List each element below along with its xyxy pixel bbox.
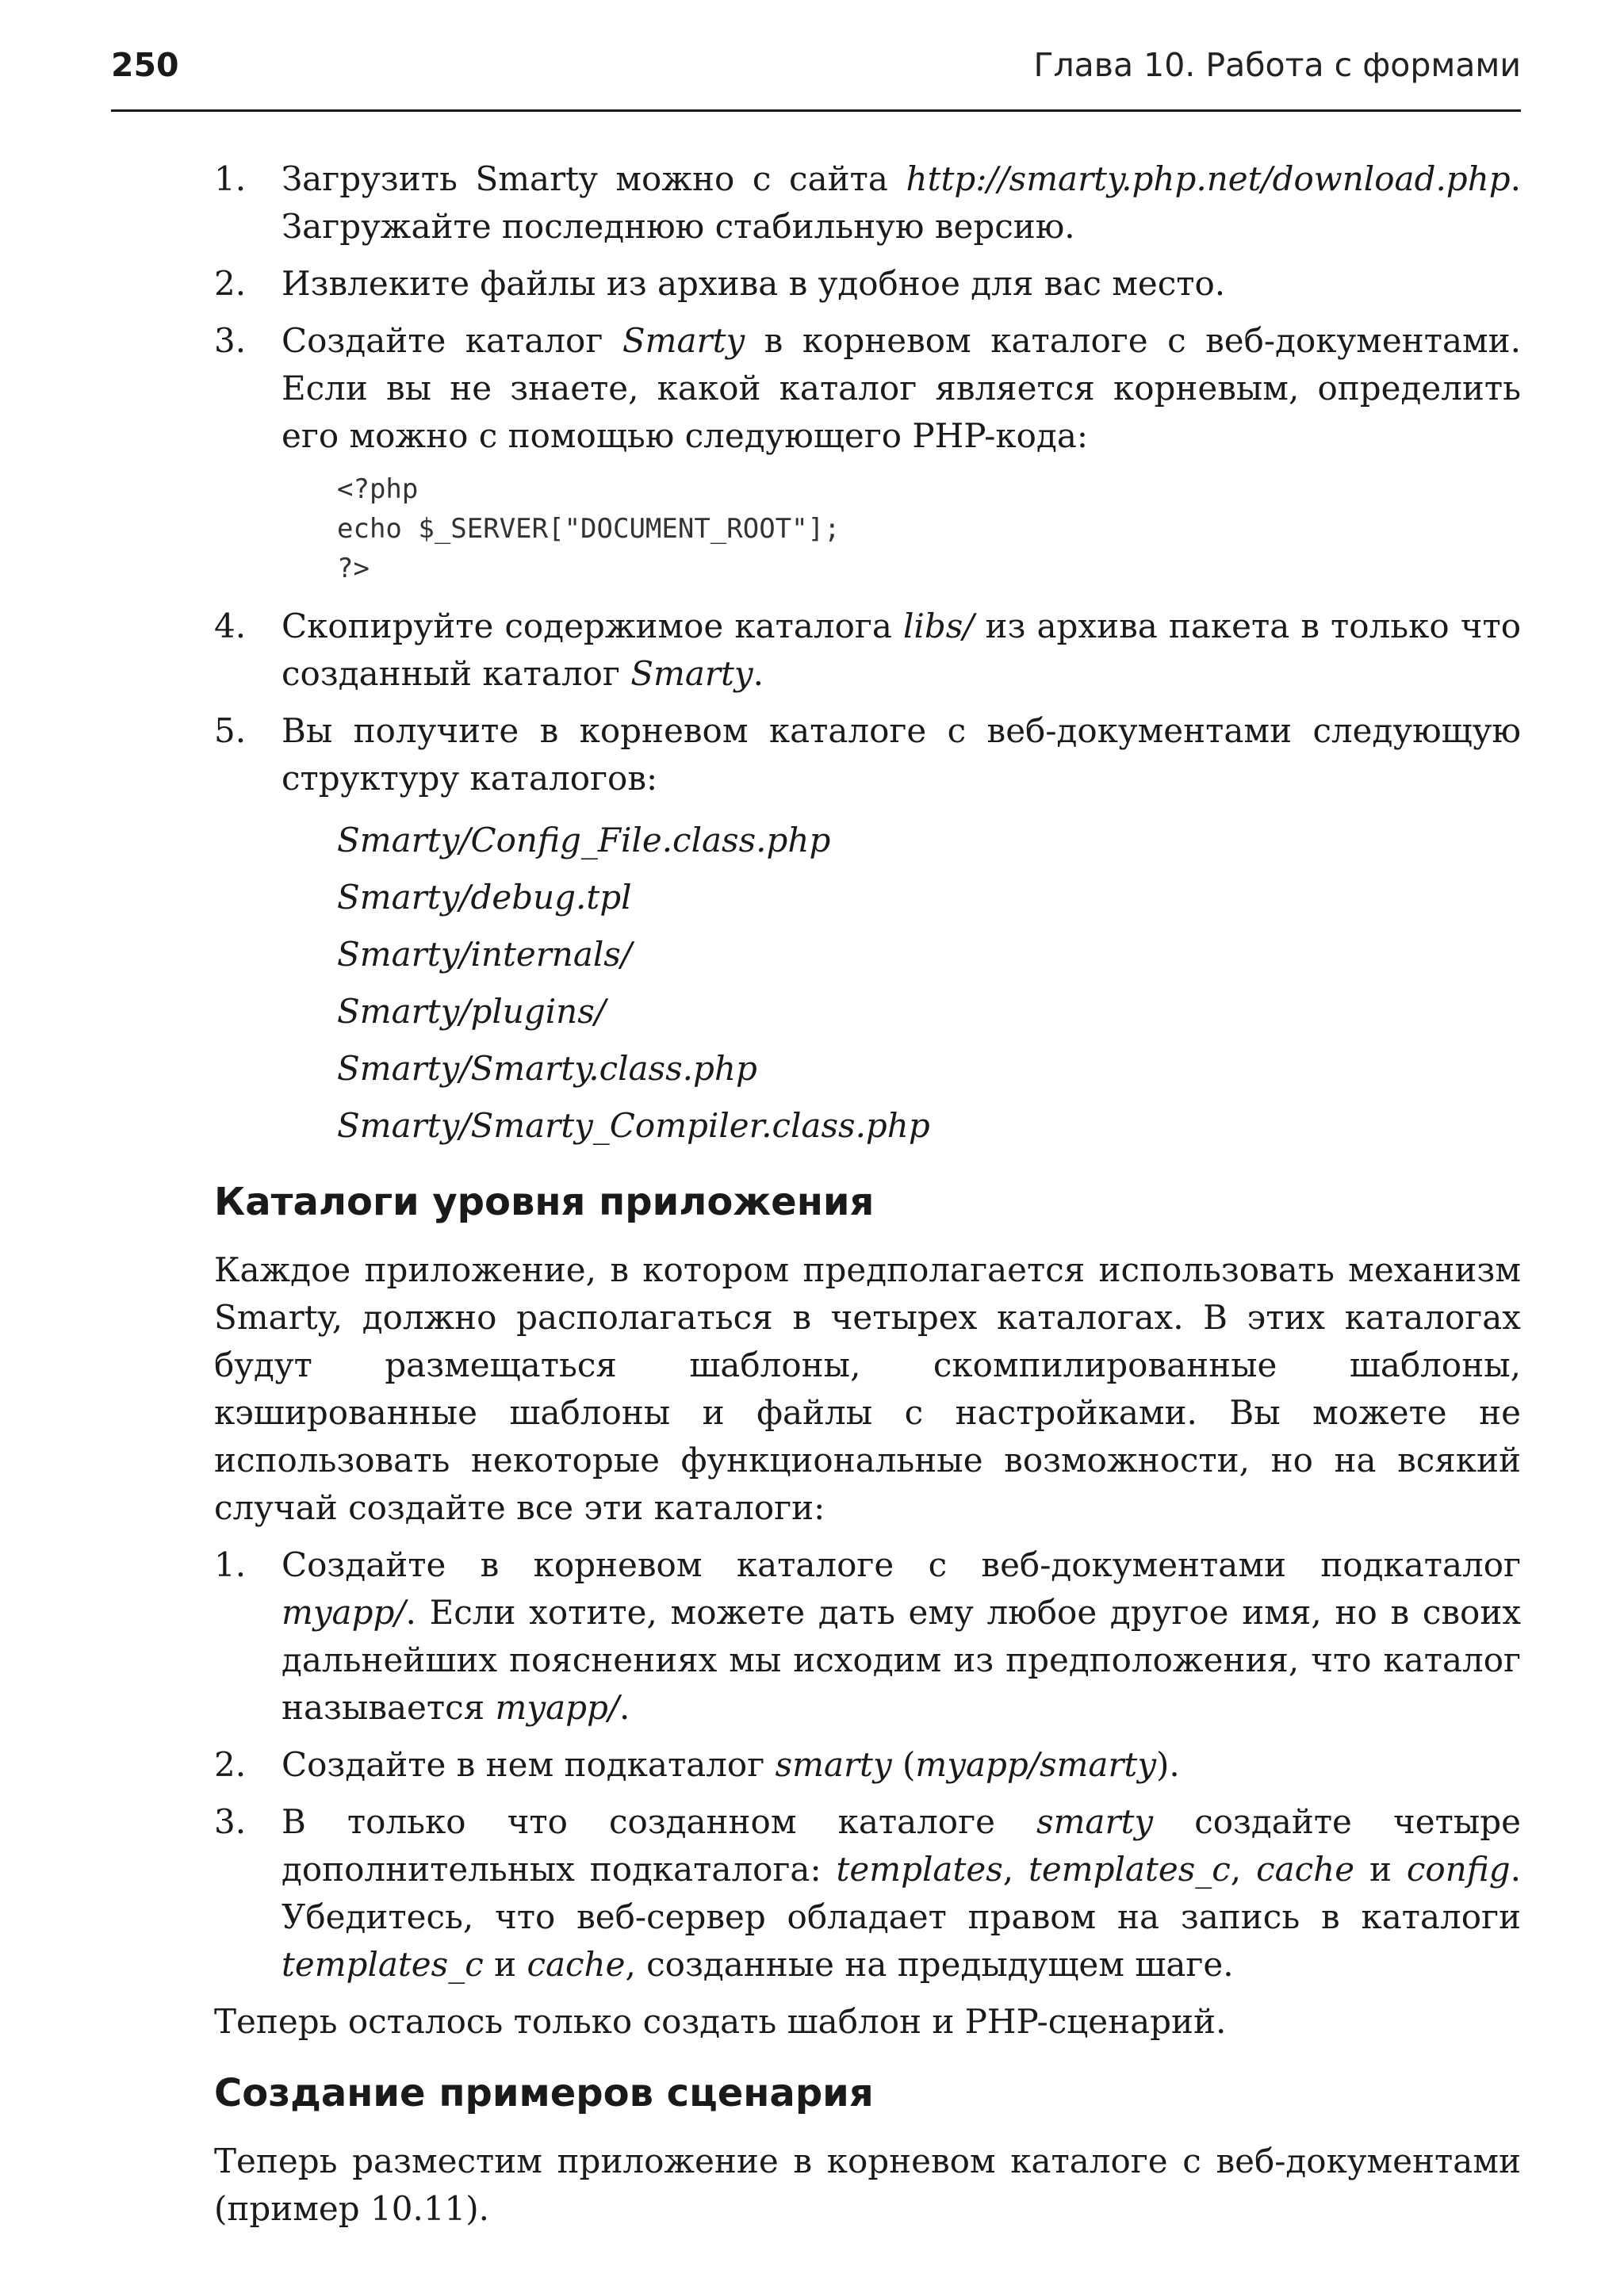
code-line: <?php (337, 473, 419, 505)
list-item: 2. Создайте в нем подкаталог smarty (myapp/smarty). (214, 1745, 1180, 1784)
list-item: 1. Загрузить Smarty можно с сайта http://smarty.php.net/download.php. Загружайте последнюю стабильную версию. (214, 159, 1521, 246)
paragraph: Теперь разместим приложение в корневом каталоге с веб-документами (пример 10.11). (214, 2142, 1521, 2228)
paragraph: Теперь осталось только создать шаблон и PHP-сценарий. (214, 2002, 1227, 2041)
section-heading: Создание примеров сценария (214, 2071, 874, 2115)
app-dirs-steps-list (214, 1541, 1521, 1989)
code-block (337, 469, 1521, 588)
dir-path: Smarty/plugins/ (337, 992, 606, 1031)
page-header (111, 41, 1521, 112)
dir-path: Smarty/Smarty_Compiler.class.php (337, 1106, 930, 1145)
code-line: ?> (337, 553, 370, 584)
dir-path: Smarty/Smarty.class.php (337, 1049, 757, 1088)
dir-path: Smarty/debug.tpl (337, 878, 632, 917)
install-steps-list-continued (214, 603, 1521, 802)
directory-structure (337, 812, 1521, 1154)
page-body (214, 155, 1521, 2242)
code-line: echo $_SERVER["DOCUMENT_ROOT"]; (337, 513, 841, 545)
list-item: 4. Скопируйте содержимое каталога libs/ из архива пакета в только что созданный каталог Smarty. (214, 607, 1522, 693)
paragraph: Каждое приложение, в котором предполагается использовать механизм Smarty, должно располагаться в четырех каталогах. В этих каталогах будут размещаться шаблоны, скомпилированные шаблоны, кэшированные шаблоны и файлы с настройками. Вы можете не использовать некоторые функциональные возможности, но на всякий случай создайте все эти каталоги: (214, 1250, 1521, 1527)
list-item: 5. Вы получите в корневом каталоге с веб-документами следующую структуру каталогов: (214, 711, 1521, 798)
dir-path: Smarty/internals/ (337, 935, 632, 974)
list-item: 3. В только что созданном каталоге smarty создайте четыре дополнительных подкаталога: templates, templates_c, cache и config. Убедитесь, что веб-сервер обладает правом на запись в каталоги templates_c и cache, созданные на предыдущем шаге. (214, 1802, 1522, 1984)
section-heading: Каталоги уровня приложения (214, 1180, 875, 1224)
list-item: 2. Извлеките файлы из архива в удобное для вас место. (214, 264, 1226, 303)
chapter-title: Глава 10. Работа с формами (1033, 46, 1521, 84)
list-item: 1. Создайте в корневом каталоге с веб-документами подкаталог myapp/. Если хотите, можете дать ему любое другое имя, но в своих дальнейших пояснениях мы исходим из предположения, что каталог называется myapp/. (214, 1545, 1521, 1727)
list-item: 3. Создайте каталог Smarty в корневом каталоге с веб-документами. Если вы не знаете, какой каталог является корневым, определить его можно с помощью следующего PHP-кода: (214, 321, 1522, 455)
page-number: 250 (111, 46, 179, 84)
dir-path: Smarty/Config_File.class.php (337, 821, 831, 859)
install-steps-list (214, 155, 1521, 460)
